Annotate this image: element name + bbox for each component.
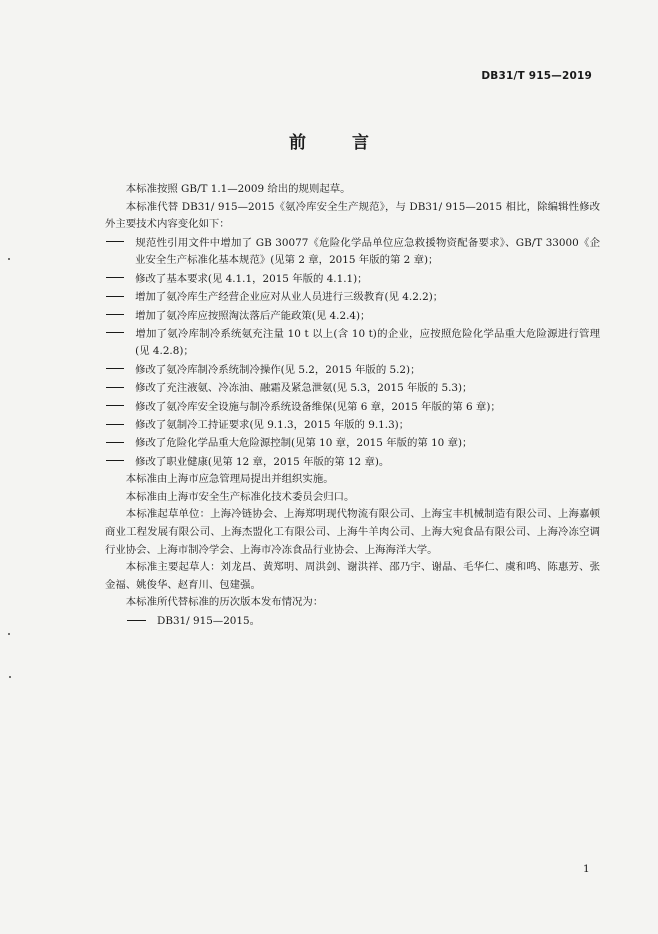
- list-item-text: 修改了充注液氨、冷冻油、融霜及紧急泄氨(见 5.3，2015 年版的 5.3)；: [135, 382, 473, 395]
- list-item-text: 修改了氨冷库安全设施与制冷系统设备维保(见第 6 章，2015 年版的第 6 章)；: [135, 400, 501, 413]
- scan-speck: [8, 258, 10, 260]
- list-item: [105, 398, 600, 416]
- list-item: [105, 307, 600, 325]
- previous-version-item: [105, 612, 600, 630]
- list-item-text: 增加了氨冷库生产经营企业应对从业人员进行三级教育(见 4.2.2)；: [135, 290, 444, 303]
- changes-list: [105, 234, 600, 471]
- dash-bullet: [105, 453, 135, 471]
- list-item-text: 修改了氨冷库制冷系统制冷操作(见 5.2，2015 年版的 5.2)；: [135, 363, 421, 376]
- page-title: 前 言: [289, 133, 389, 153]
- list-item: [105, 288, 600, 306]
- list-item: [105, 379, 600, 397]
- dash-bullet: [105, 416, 135, 434]
- list-item: [105, 434, 600, 452]
- list-item-text: 修改了职业健康(见第 12 章，2015 年版的第 12 章)。: [135, 455, 390, 468]
- closing-paragraph: 本标准所代替标准的历次版本发布情况为：: [125, 596, 324, 609]
- dash-bullet: [105, 288, 135, 306]
- list-item: [105, 416, 600, 434]
- dash-bullet: [127, 612, 157, 630]
- intro-paragraph: 本标准代替 DB31/ 915—2015《氨冷库安全生产规范》，与 DB31/ 915—2015 相比，除编辑性修改外主要技术内容变化如下：: [105, 200, 600, 231]
- dash-bullet: [105, 270, 135, 288]
- intro-paragraph: 本标准按照 GB/T 1.1—2009 给出的规则起草。: [125, 183, 351, 195]
- list-item: [105, 361, 600, 379]
- drafters: 本标准主要起草人：刘龙昌、黄郑明、周洪剑、谢洪祥、邵乃宇、谢晶、毛华仁、虞和鸣、陈惠芳、张金福、姚俊华、赵育川、包建强。: [105, 561, 600, 591]
- drafting-units: 本标准起草单位：上海冷链协会、上海郑明现代物流有限公司、上海宝丰机械制造有限公司、上海嘉顿商业工程发展有限公司、上海杰盟化工有限公司、上海牛羊肉公司、上海大宛食品有限公司、上海冷冻空调行业协会、上海市制冷学会、上海市冷冻食品行业协会、上海海洋大学。: [105, 508, 600, 556]
- dash-bullet: [105, 434, 135, 452]
- dash-bullet: [105, 234, 135, 252]
- list-item-text: 增加了氨冷库制冷系统氨充注量 10 t 以上(含 10 t)的企业，应按照危险化学品重大危险源进行管理(见 4.2.8)；: [135, 327, 600, 358]
- scan-speck: [8, 633, 10, 635]
- previous-version-text: DB31/ 915—2015。: [156, 614, 261, 627]
- list-item-text: 修改了危险化学品重大危险源控制(见第 10 章，2015 年版的第 10 章)；: [135, 437, 473, 450]
- list-item-text: 规范性引用文件中增加了 GB 30077《危险化学品单位应急救援物资配备要求》、GB/T 33000《企业安全生产标准化基本规范》(见第 2 章，2015 年版的第 2 章)；: [135, 236, 600, 267]
- list-item-text: 修改了氨制冷工持证要求(见 9.1.3，2015 年版的 9.1.3)；: [135, 418, 410, 431]
- list-item-text: 增加了氨冷库应按照淘汰落后产能政策(见 4.2.4)；: [135, 309, 371, 322]
- list-item: [105, 325, 600, 361]
- document-number: DB31/T 915—2019: [481, 70, 592, 82]
- dash-bullet: [105, 398, 135, 416]
- list-item-text: 修改了基本要求(见 4.1.1，2015 年版的 4.1.1)；: [135, 272, 368, 285]
- closing-paragraph: 本标准由上海市应急管理局提出并组织实施。: [125, 473, 334, 486]
- list-item: [105, 270, 600, 288]
- page-number: 1: [583, 863, 590, 875]
- list-item: [105, 453, 600, 471]
- foreword-body: [105, 181, 600, 630]
- dash-bullet: [105, 379, 135, 397]
- dash-bullet: [105, 361, 135, 379]
- scan-speck: [9, 676, 11, 678]
- dash-bullet: [105, 307, 135, 325]
- list-item: [105, 234, 600, 270]
- dash-bullet: [105, 325, 135, 343]
- closing-paragraph: 本标准由上海市安全生产标准化技术委员会归口。: [125, 490, 355, 503]
